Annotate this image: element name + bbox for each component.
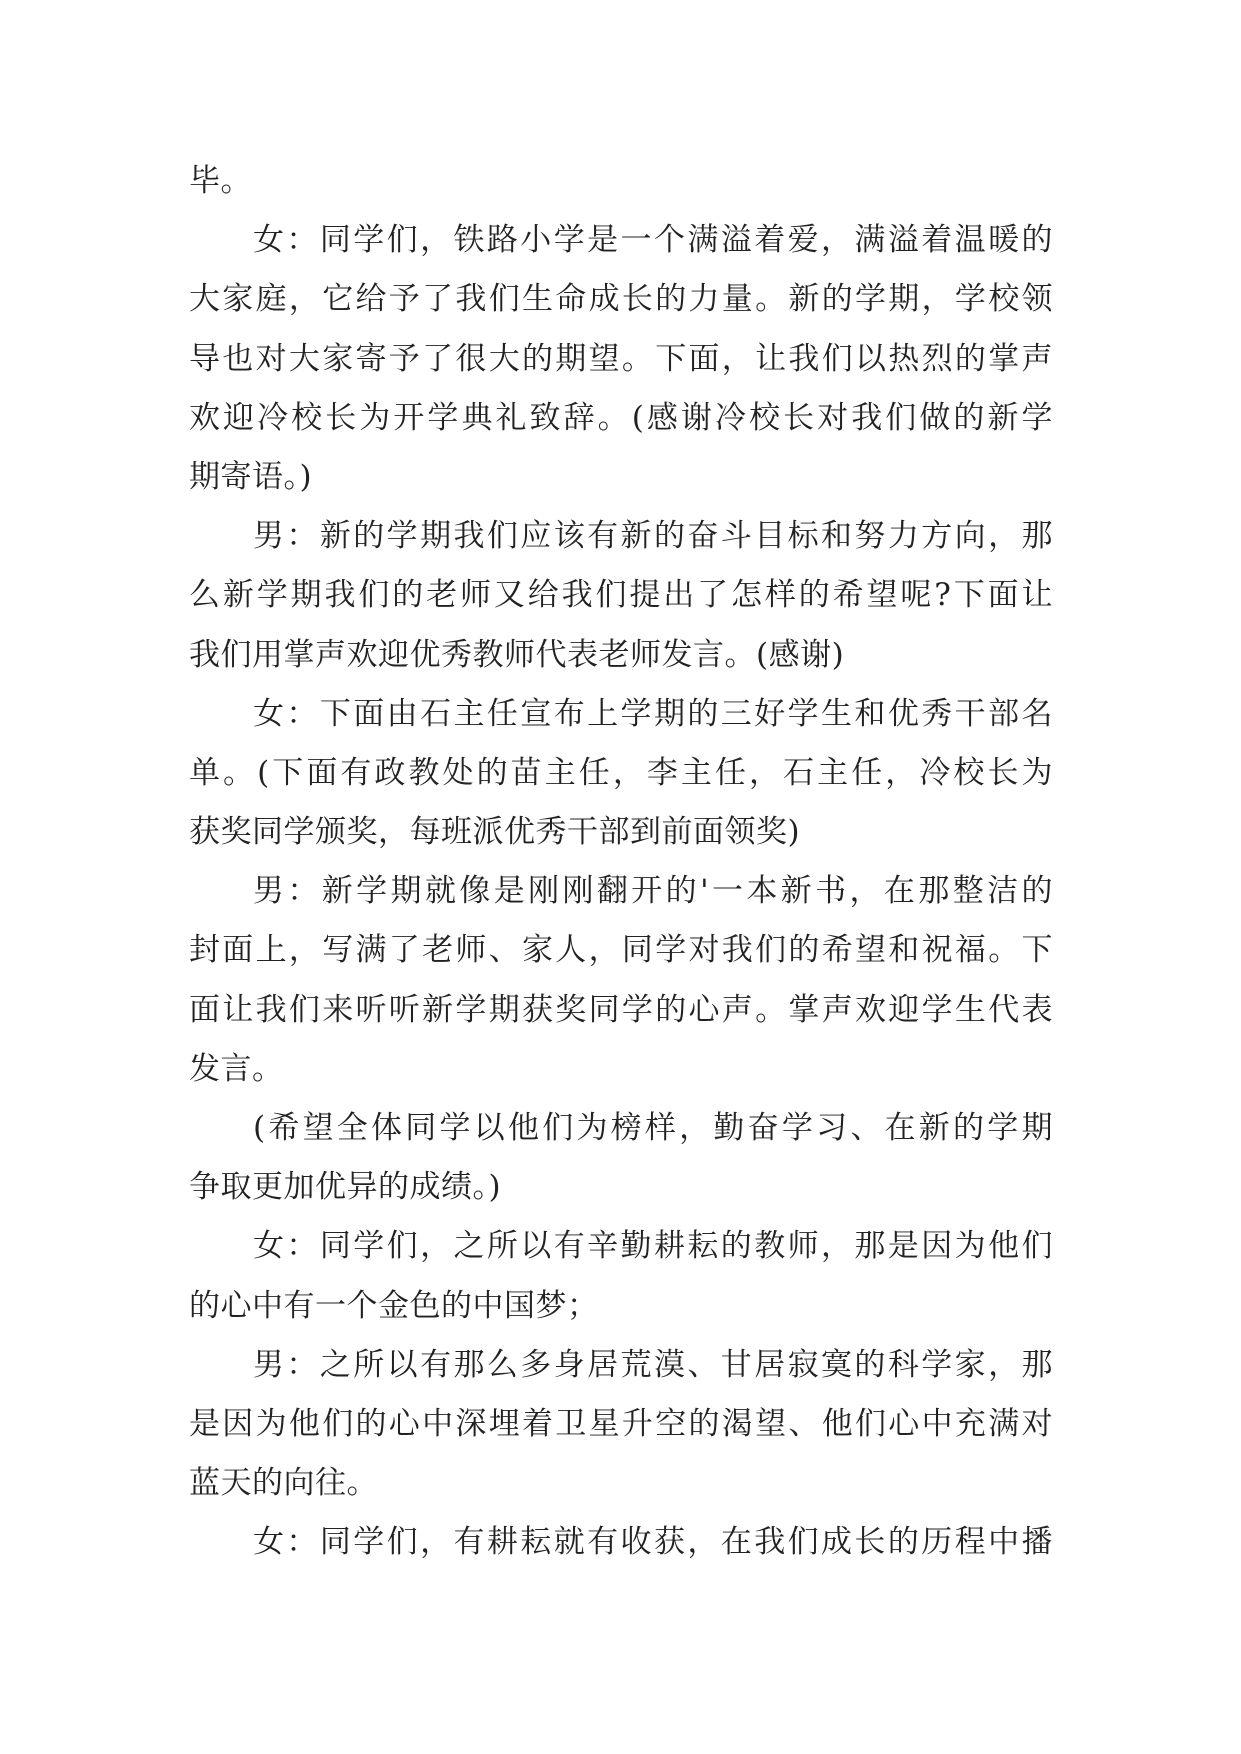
document-body [189, 152, 1053, 1573]
text-line: 单。(下面有政教处的苗主任，李主任，石主任，冷校长为 [189, 754, 1053, 791]
text-line: 面让我们来听听新学期获奖同学的心声。掌声欢迎学生代表 [189, 991, 1053, 1028]
text-line: 男：之所以有那么多身居荒漠、甘居寂寞的科学家，那 [253, 1346, 1053, 1383]
text-line: 男：新的学期我们应该有新的奋斗目标和努力方向，那 [253, 518, 1053, 555]
text-line: 我们用掌声欢迎优秀教师代表老师发言。(感谢) [189, 636, 845, 673]
text-line: 么新学期我们的老师又给我们提出了怎样的希望呢?下面让 [189, 577, 1053, 614]
text-line: 发言。 [189, 1050, 284, 1087]
text-line: 女：同学们，铁路小学是一个满溢着爱，满溢着温暖的 [253, 222, 1053, 259]
text-line: 争取更加优异的成绩。) [189, 1169, 502, 1206]
text-line: (希望全体同学以他们为榜样，勤奋学习、在新的学期 [253, 1110, 1053, 1146]
text-line: 蓝天的向往。 [189, 1465, 378, 1502]
text-line: 女：下面由石主任宣布上学期的三好学生和优秀干部名 [253, 695, 1053, 732]
text-line: 导也对大家寄予了很大的期望。下面，让我们以热烈的掌声 [189, 340, 1053, 377]
text-line: 男：新学期就像是刚刚翻开的'一本新书，在那整洁的 [253, 873, 1053, 910]
text-line: 毕。 [189, 163, 252, 199]
text-line: 封面上，写满了老师、家人，同学对我们的希望和祝福。下 [189, 932, 1053, 969]
text-line: 获奖同学颁奖，每班派优秀干部到前面领奖) [189, 814, 801, 851]
text-line: 的心中有一个金色的中国梦； [189, 1287, 599, 1324]
text-line: 大家庭，它给予了我们生命成长的力量。新的学期，学校领 [189, 281, 1053, 318]
text-line: 欢迎冷校长为开学典礼致辞。(感谢冷校长对我们做的新学 [189, 399, 1053, 436]
text-line: 期寄语。) [189, 458, 313, 495]
text-line: 女：同学们，有耕耘就有收获，在我们成长的历程中播 [253, 1524, 1053, 1561]
text-line: 女：同学们，之所以有辛勤耕耘的教师，那是因为他们 [253, 1228, 1053, 1265]
text-line: 是因为他们的心中深埋着卫星升空的渴望、他们心中充满对 [189, 1405, 1053, 1442]
